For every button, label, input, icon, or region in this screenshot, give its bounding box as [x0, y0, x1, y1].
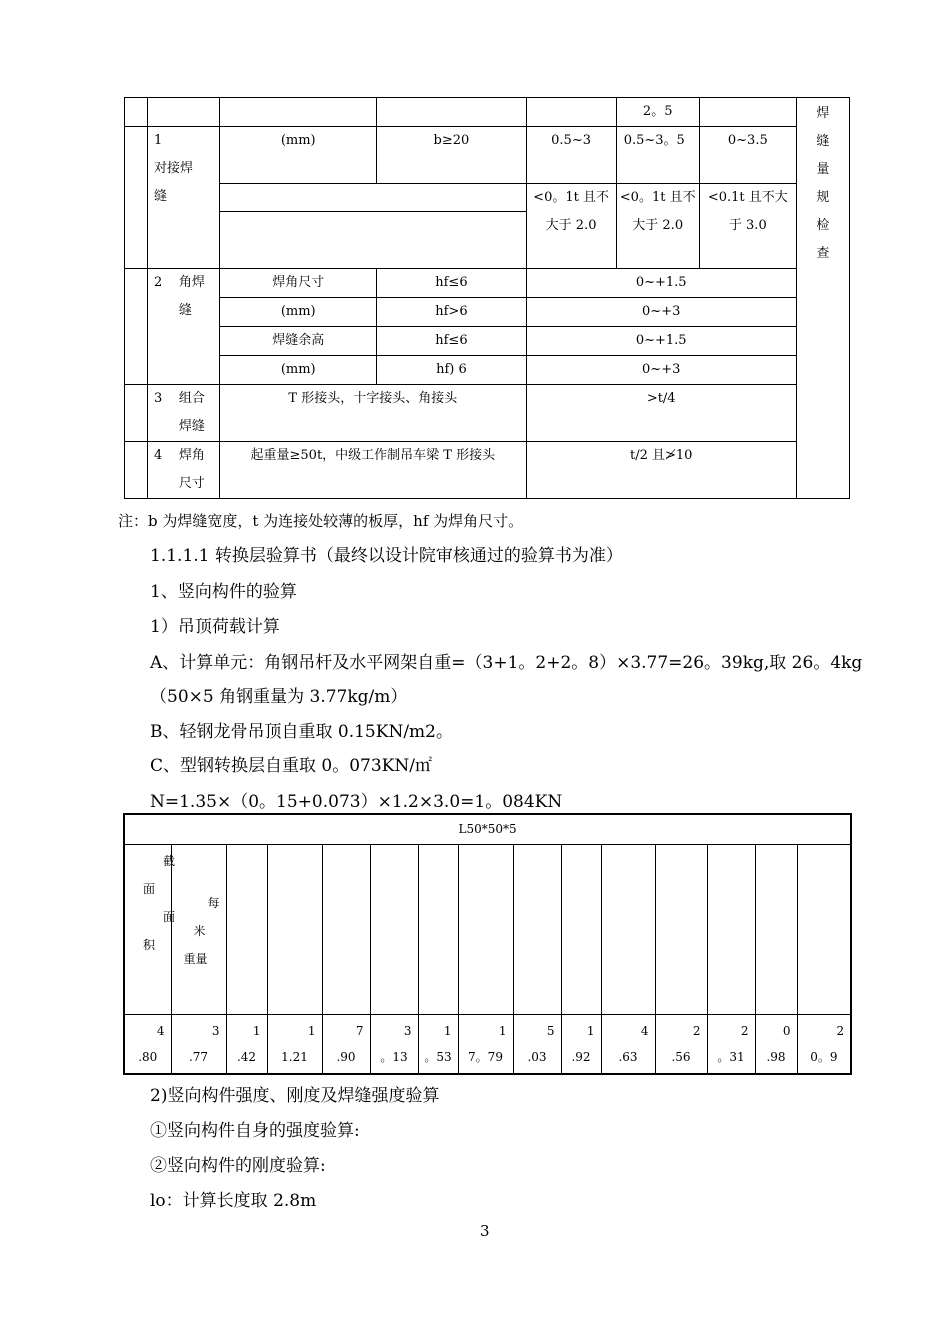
value-cell: 2 0。9: [797, 1014, 851, 1074]
side-label: 焊缝量规检查: [796, 98, 849, 499]
combo-label: 3 组合焊缝: [148, 385, 220, 442]
para: C、型钢转换层自重取 0。073KN/㎡: [150, 756, 432, 776]
value-cell: 1 .92: [561, 1014, 601, 1074]
cell: [526, 98, 616, 127]
cell: [377, 98, 526, 127]
fillet-cond: hf) 6: [377, 356, 526, 385]
para: （50×5 角钢重量为 3.77kg/m）: [150, 687, 408, 707]
butt-tol2: <0。1t 且不大于 2.0: [616, 184, 699, 269]
cell: [418, 844, 458, 1014]
value-cell: 0 .98: [755, 1014, 797, 1074]
butt-cond: b≥20: [377, 127, 526, 184]
cell: [267, 844, 322, 1014]
fillet-item: 焊缝余高: [220, 327, 377, 356]
value-cell: 1 7。79: [458, 1014, 513, 1074]
size-label: 4 焊角尺寸: [148, 442, 220, 499]
para: 1、竖向构件的验算: [150, 582, 297, 602]
cell: [513, 844, 561, 1014]
steel-section-table: [123, 813, 852, 1075]
cell: [220, 212, 526, 269]
fillet-value: 0~+3: [526, 298, 796, 327]
cell: [125, 385, 148, 442]
cell: [370, 844, 418, 1014]
para: A、计算单元：角钢吊杆及水平网架自重=（3+1。2+2。8）×3.77=26。39kg,取 26。4kg: [150, 653, 863, 673]
value-cell: 3 。13: [370, 1014, 418, 1074]
cell: [226, 844, 267, 1014]
value-cell: 3 .77: [171, 1014, 226, 1074]
para: N=1.35×（0。15+0.073）×1.2×3.0=1。084KN: [150, 792, 563, 812]
table-note: 注：b 为焊缝宽度，t 为连接处较薄的板厚，hf 为焊角尺寸。: [118, 512, 524, 530]
fillet-value: 0~+1.5: [526, 269, 796, 298]
value-cell: 4 .80: [124, 1014, 171, 1074]
combo-desc: T 形接头，十字接头、角接头: [220, 385, 526, 442]
para: ①竖向构件自身的强度验算:: [150, 1121, 360, 1141]
butt-tol3: <0.1t 且不大于 3.0: [699, 184, 796, 269]
cell: 2。5: [616, 98, 699, 127]
fillet-item: 焊角尺寸: [220, 269, 377, 298]
page-number: 3: [480, 1222, 490, 1240]
para: 2)竖向构件强度、刚度及焊缝强度验算: [150, 1086, 440, 1106]
steel-title: L50*50*5: [124, 814, 851, 844]
cell: [125, 269, 148, 385]
fillet-item: (mm): [220, 356, 377, 385]
value-cell: 1 1.21: [267, 1014, 322, 1074]
header-weight: 每 米 重量: [171, 844, 226, 1014]
fillet-value: 0~+3: [526, 356, 796, 385]
cell: [458, 844, 513, 1014]
combo-value: >t/4: [526, 385, 796, 442]
value-cell: 2 .56: [655, 1014, 707, 1074]
cell: [707, 844, 755, 1014]
value-cell: 5 .03: [513, 1014, 561, 1074]
value-cell: 2 。31: [707, 1014, 755, 1074]
cell: [655, 844, 707, 1014]
section-title: 1.1.1.1 转换层验算书（最终以设计院审核通过的验算书为准）: [150, 546, 623, 566]
weld-tolerance-table: [124, 97, 850, 499]
cell: [601, 844, 655, 1014]
cell: [148, 98, 220, 127]
value-cell: 1 。53: [418, 1014, 458, 1074]
fillet-value: 0~+1.5: [526, 327, 796, 356]
butt-v2: 0.5~3。5: [616, 127, 699, 184]
cell: [797, 844, 851, 1014]
fillet-cond: hf≤6: [377, 269, 526, 298]
value-cell: 7 .90: [322, 1014, 370, 1074]
butt-tol1: <0。1t 且不大于 2.0: [526, 184, 616, 269]
para: B、轻钢龙骨吊顶自重取 0.15KN/m2。: [150, 722, 453, 742]
value-cell: 1 .42: [226, 1014, 267, 1074]
fillet-cond: hf>6: [377, 298, 526, 327]
cell: [755, 844, 797, 1014]
cell: [220, 184, 526, 212]
size-value: t/2 且≯10: [526, 442, 796, 499]
cell: [125, 127, 148, 269]
butt-unit: (mm): [220, 127, 377, 184]
butt-label: 1 对接焊缝: [148, 127, 220, 269]
cell: [125, 442, 148, 499]
cell: [322, 844, 370, 1014]
fillet-item: (mm): [220, 298, 377, 327]
butt-v1: 0.5~3: [526, 127, 616, 184]
cell: [561, 844, 601, 1014]
value-cell: 4 .63: [601, 1014, 655, 1074]
butt-v3: 0~3.5: [699, 127, 796, 184]
cell: [699, 98, 796, 127]
cell: [220, 98, 377, 127]
fillet-label: 2 角焊缝: [148, 269, 220, 385]
para: ②竖向构件的刚度验算:: [150, 1156, 326, 1176]
size-desc: 起重量≥50t，中级工作制吊车梁 T 形接头: [220, 442, 526, 499]
header-area: 截 面 面 积: [124, 844, 171, 1014]
fillet-cond: hf≤6: [377, 327, 526, 356]
para: lo：计算长度取 2.8m: [150, 1191, 317, 1211]
cell: [125, 98, 148, 127]
para: 1）吊顶荷载计算: [150, 617, 280, 637]
